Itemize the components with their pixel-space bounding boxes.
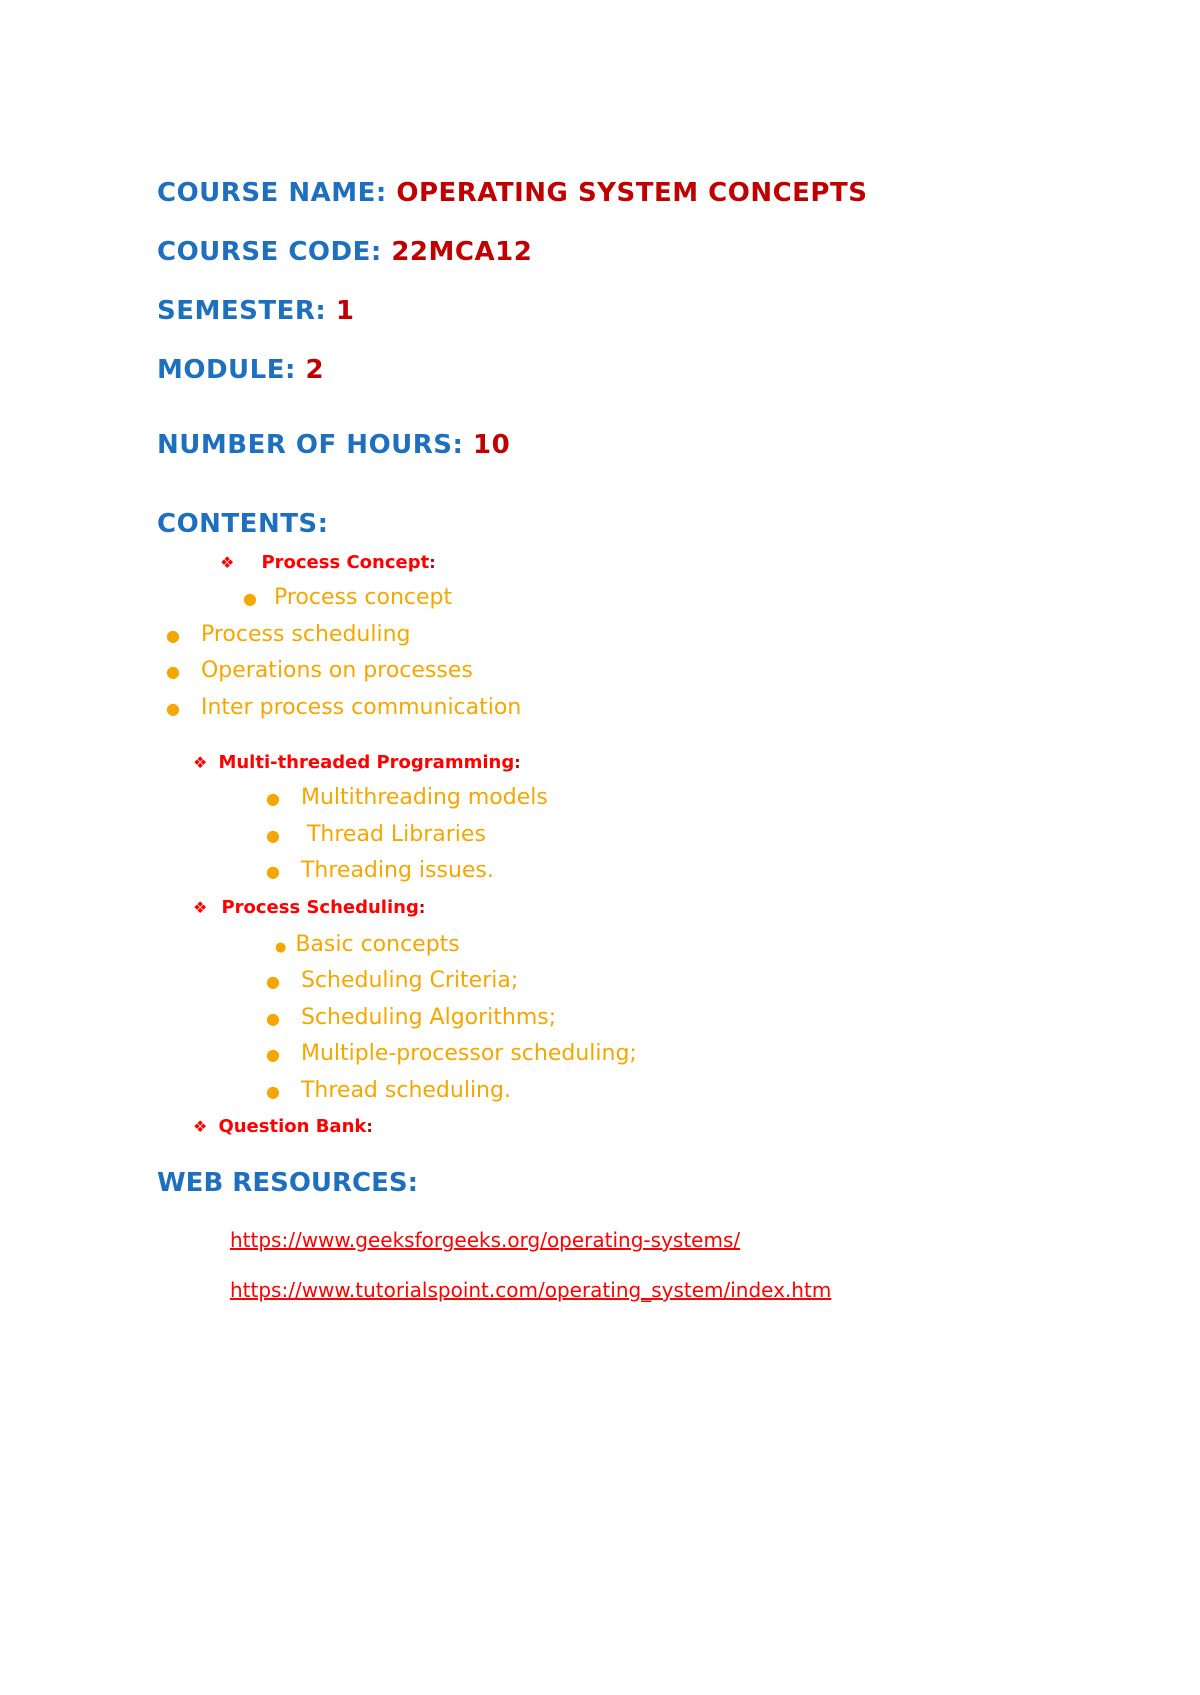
section-title: Multi-threaded Programming [218, 752, 515, 773]
bullet-icon: ● [266, 972, 280, 991]
list-item-text: Inter process communication [200, 695, 522, 720]
list-item-text: Thread scheduling. [300, 1078, 511, 1103]
list-item-text: Process concept [273, 585, 453, 610]
colon: : [429, 553, 436, 572]
diamond-four-point-icon: ❖ [193, 1117, 208, 1136]
section-process-scheduling [193, 897, 425, 918]
bullet-icon: ● [266, 1082, 280, 1101]
module-value: 2 [305, 355, 325, 385]
bullet-icon: ● [266, 1009, 280, 1028]
semester-value: 1 [335, 296, 355, 326]
list-item [166, 658, 473, 683]
list-item [266, 822, 486, 847]
course-code-label: COURSE CODE: [157, 237, 382, 267]
colon: : [366, 1117, 373, 1136]
diamond-four-point-icon: ❖ [193, 753, 208, 772]
bullet-icon: ● [266, 789, 280, 808]
section-question-bank [193, 1116, 373, 1137]
colon: : [514, 753, 521, 772]
bullet-icon: ● [275, 940, 287, 955]
list-item [266, 785, 548, 810]
course-code-row [157, 237, 532, 267]
list-item [266, 858, 494, 883]
contents-heading: CONTENTS: [157, 509, 329, 539]
list-item [275, 932, 460, 957]
link-tutorialspoint[interactable]: https://www.tutorialspoint.com/operating_system/index.htm [230, 1278, 832, 1302]
list-item [266, 1078, 511, 1103]
list-item [166, 695, 521, 720]
list-item [243, 585, 452, 610]
list-item-text: Multithreading models [300, 785, 548, 810]
hours-label: NUMBER OF HOURS: [157, 430, 464, 460]
bullet-icon: ● [266, 862, 280, 881]
section-title: Process Concept [261, 552, 430, 573]
list-item-text: Thread Libraries [306, 822, 486, 847]
semester-label: SEMESTER: [157, 296, 327, 326]
list-item-text: Basic concepts [295, 932, 460, 957]
list-item-text: Operations on processes [200, 658, 473, 683]
hours-row [157, 430, 510, 460]
bullet-icon: ● [243, 589, 257, 608]
course-name-value: OPERATING SYSTEM CONCEPTS [396, 178, 868, 208]
course-name-row [157, 178, 867, 208]
list-item-text: Scheduling Criteria; [300, 968, 519, 993]
semester-row [157, 296, 354, 326]
diamond-four-point-icon: ❖ [220, 553, 235, 572]
list-item-text: Multiple-processor scheduling; [300, 1041, 637, 1066]
list-item-text: Threading issues. [300, 858, 494, 883]
list-item-text: Process scheduling [200, 622, 411, 647]
course-name-label: COURSE NAME: [157, 178, 387, 208]
bullet-icon: ● [166, 662, 180, 681]
link-geeksforgeeks[interactable]: https://www.geeksforgeeks.org/operating-systems/ [230, 1228, 741, 1252]
section-multithreaded-programming [193, 752, 521, 773]
section-process-concept [220, 552, 436, 573]
list-item-text: Scheduling Algorithms; [300, 1005, 557, 1030]
module-label: MODULE: [157, 355, 296, 385]
section-title: Question Bank [218, 1116, 367, 1137]
course-code-value: 22MCA12 [391, 237, 533, 267]
web-resources-heading: WEB RESOURCES: [157, 1168, 419, 1198]
bullet-icon: ● [266, 1045, 280, 1064]
list-item [266, 1041, 637, 1066]
list-item [266, 1005, 556, 1030]
bullet-icon: ● [266, 826, 280, 845]
colon: : [418, 898, 426, 917]
hours-value: 10 [473, 430, 511, 460]
list-item [266, 968, 518, 993]
diamond-four-point-icon: ❖ [193, 898, 208, 917]
list-item [166, 622, 411, 647]
module-row [157, 355, 324, 385]
section-title: Process Scheduling [221, 897, 419, 918]
bullet-icon: ● [166, 699, 180, 718]
bullet-icon: ● [166, 626, 180, 645]
